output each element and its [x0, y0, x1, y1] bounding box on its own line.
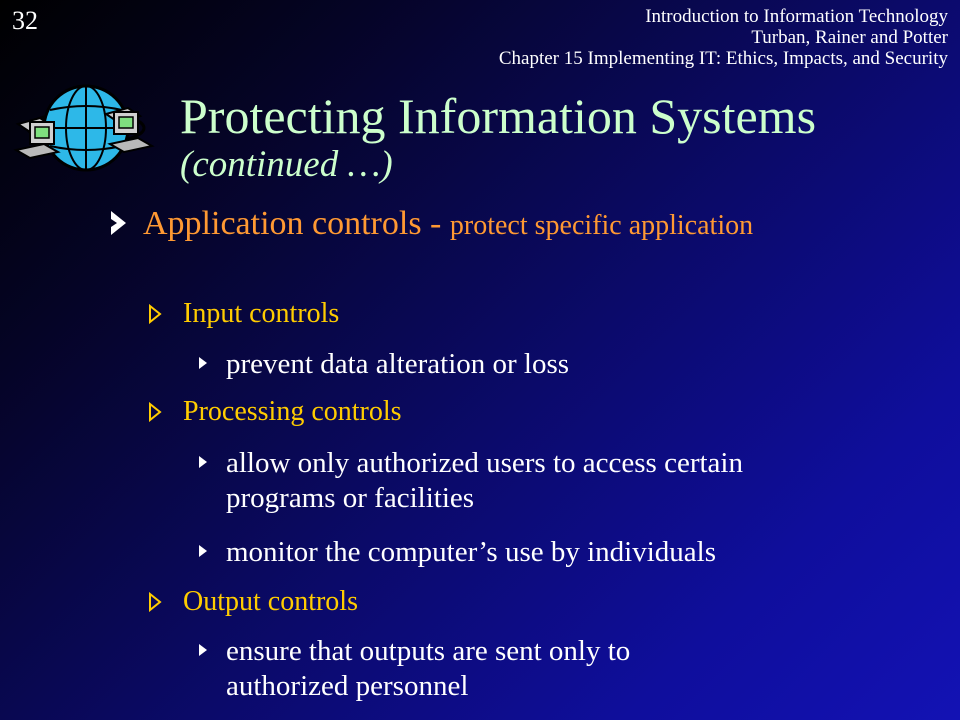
- bullet-item-text: prevent data alteration or loss: [226, 348, 570, 380]
- bullet-description: protect specific application: [449, 210, 754, 241]
- bullet-label: Input controls: [183, 298, 340, 329]
- bullet-item-text: monitor the computer’s use by individuals: [226, 536, 716, 568]
- bullet-processing-controls: [148, 396, 402, 428]
- triangle-right-icon: [198, 356, 208, 370]
- triangle-right-icon: [198, 643, 208, 657]
- bullet-label: Output controls: [183, 586, 358, 617]
- bullet-input-controls: [148, 298, 339, 330]
- triangle-right-outline-icon: [148, 402, 162, 422]
- bullet-heading: Application controls -: [143, 205, 450, 242]
- bullet-item: [198, 446, 778, 516]
- triangle-right-outline-icon: [148, 592, 162, 612]
- bullet-item: [198, 347, 898, 382]
- globe-network-icon: [10, 74, 160, 184]
- bullet-item: [198, 634, 758, 704]
- header-authors: Turban, Rainer and Potter: [751, 27, 948, 48]
- bullet-item-text: allow only authorized users to access certain programs or facilities: [226, 447, 743, 514]
- bullet-item-text: ensure that outputs are sent only to authorized personnel: [226, 635, 631, 702]
- slide-subtitle: (continued …): [180, 144, 393, 185]
- computer-icon-left: [16, 118, 58, 158]
- triangle-right-outline-icon: [148, 304, 162, 324]
- slide-number: 32: [12, 6, 38, 35]
- header-course-title: Introduction to Information Technology: [645, 6, 948, 27]
- bullet-label: Processing controls: [183, 396, 402, 427]
- bullet-item: [198, 535, 898, 570]
- triangle-right-icon: [198, 455, 208, 469]
- chevron-right-icon: [108, 209, 130, 237]
- header-chapter: Chapter 15 Implementing IT: Ethics, Impacts, and Security: [498, 48, 948, 69]
- triangle-right-icon: [198, 544, 208, 558]
- bullet-output-controls: [148, 586, 358, 618]
- course-header: [499, 6, 948, 69]
- slide-title: Protecting Information Systems: [180, 88, 817, 144]
- bullet-application-controls: [108, 205, 938, 245]
